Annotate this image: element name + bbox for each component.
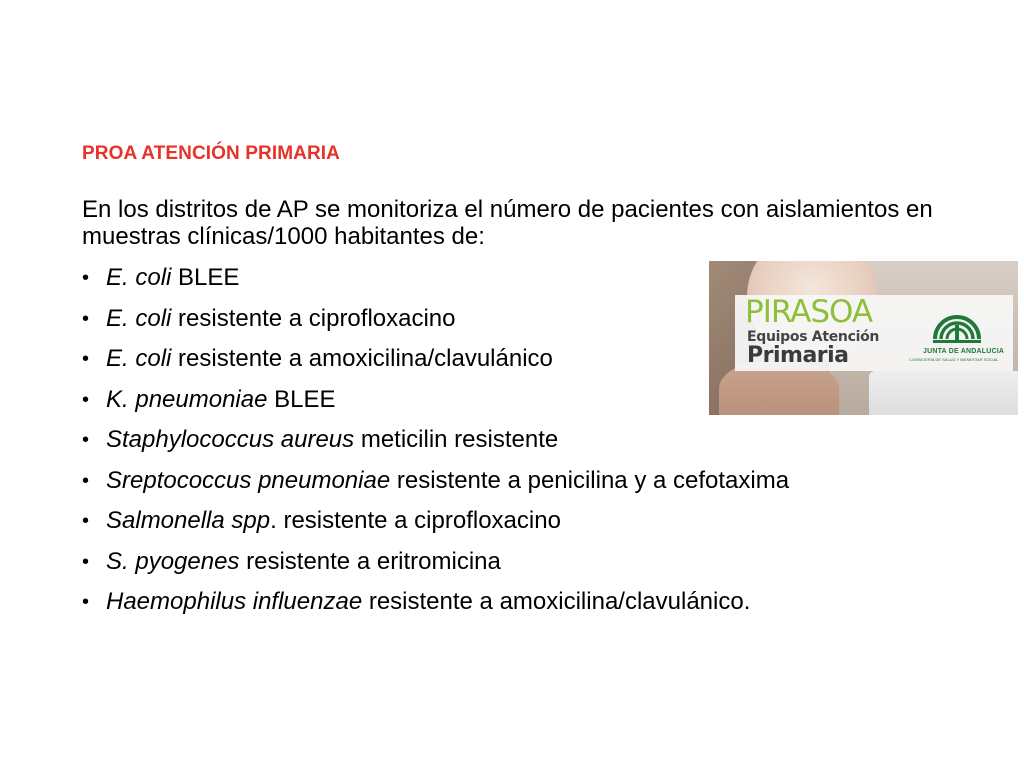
junta-andalucia-label: JUNTA DE ANDALUCIA [923,348,1005,355]
organism-name: Haemophilus influenzae [106,588,363,615]
organism-name: Staphylococcus aureus [106,426,355,453]
resistance-text: resistente a eritromicina [239,547,501,575]
slide-heading: PROA ATENCIÓN PRIMARIA [82,143,340,164]
organism-name: E. coli [106,264,172,291]
resistance-text: resistente a penicilina y a cefotaxima [390,466,790,494]
resistance-text: resistente a amoxicilina/clavulánico [171,345,553,372]
pirasoa-banner-image [709,261,1018,415]
bullet-dot: • [82,307,90,330]
bullet-item [82,542,982,583]
bullet-item [82,461,982,502]
resistance-text: . resistente a ciprofloxacino [270,507,561,534]
bullet-item [82,420,982,461]
bullet-dot: • [82,348,90,370]
intro-paragraph: En los distritos de AP se monitoriza el número de pacientes con aislamientos en muestras clínicas/1000 habitantes de: [82,196,933,250]
resistance-text: meticilin resistente [354,426,559,453]
junta-andalucia-emblem-icon [929,301,985,345]
resistance-text: BLEE [267,385,336,413]
organism-name: K. pneumoniae [106,385,268,413]
bullet-dot: • [82,429,90,451]
resistance-text: BLEE [171,264,240,291]
bullet-dot: • [82,267,90,289]
bullet-dot: • [82,388,90,411]
pirasoa-logo-word: PIRASOA [745,294,873,330]
organism-name: Sreptococcus pneumoniae [106,466,391,494]
organism-name: E. coli [106,304,172,332]
bullet-item [82,501,982,542]
bullet-dot: • [82,510,90,532]
organism-name: S. pyogenes [106,547,240,575]
organism-name: E. coli [106,345,172,372]
pirasoa-logo-primaria: Primaria [747,343,849,368]
banner-computer-screen [869,371,1018,415]
organism-name: Salmonella spp [106,507,271,534]
bullet-item [82,582,982,623]
resistance-text: resistente a amoxicilina/clavulánico. [362,588,751,615]
pirasoa-logo-subtitle: Equipos Atención [747,329,880,345]
consejeria-label: CONSEJERÍA DE SALUD Y BIENESTAR SOCIAL [909,357,999,362]
bullet-dot: • [82,591,90,613]
bullet-dot: • [82,469,90,492]
bullet-dot: • [82,550,90,573]
resistance-text: resistente a ciprofloxacino [171,304,456,332]
